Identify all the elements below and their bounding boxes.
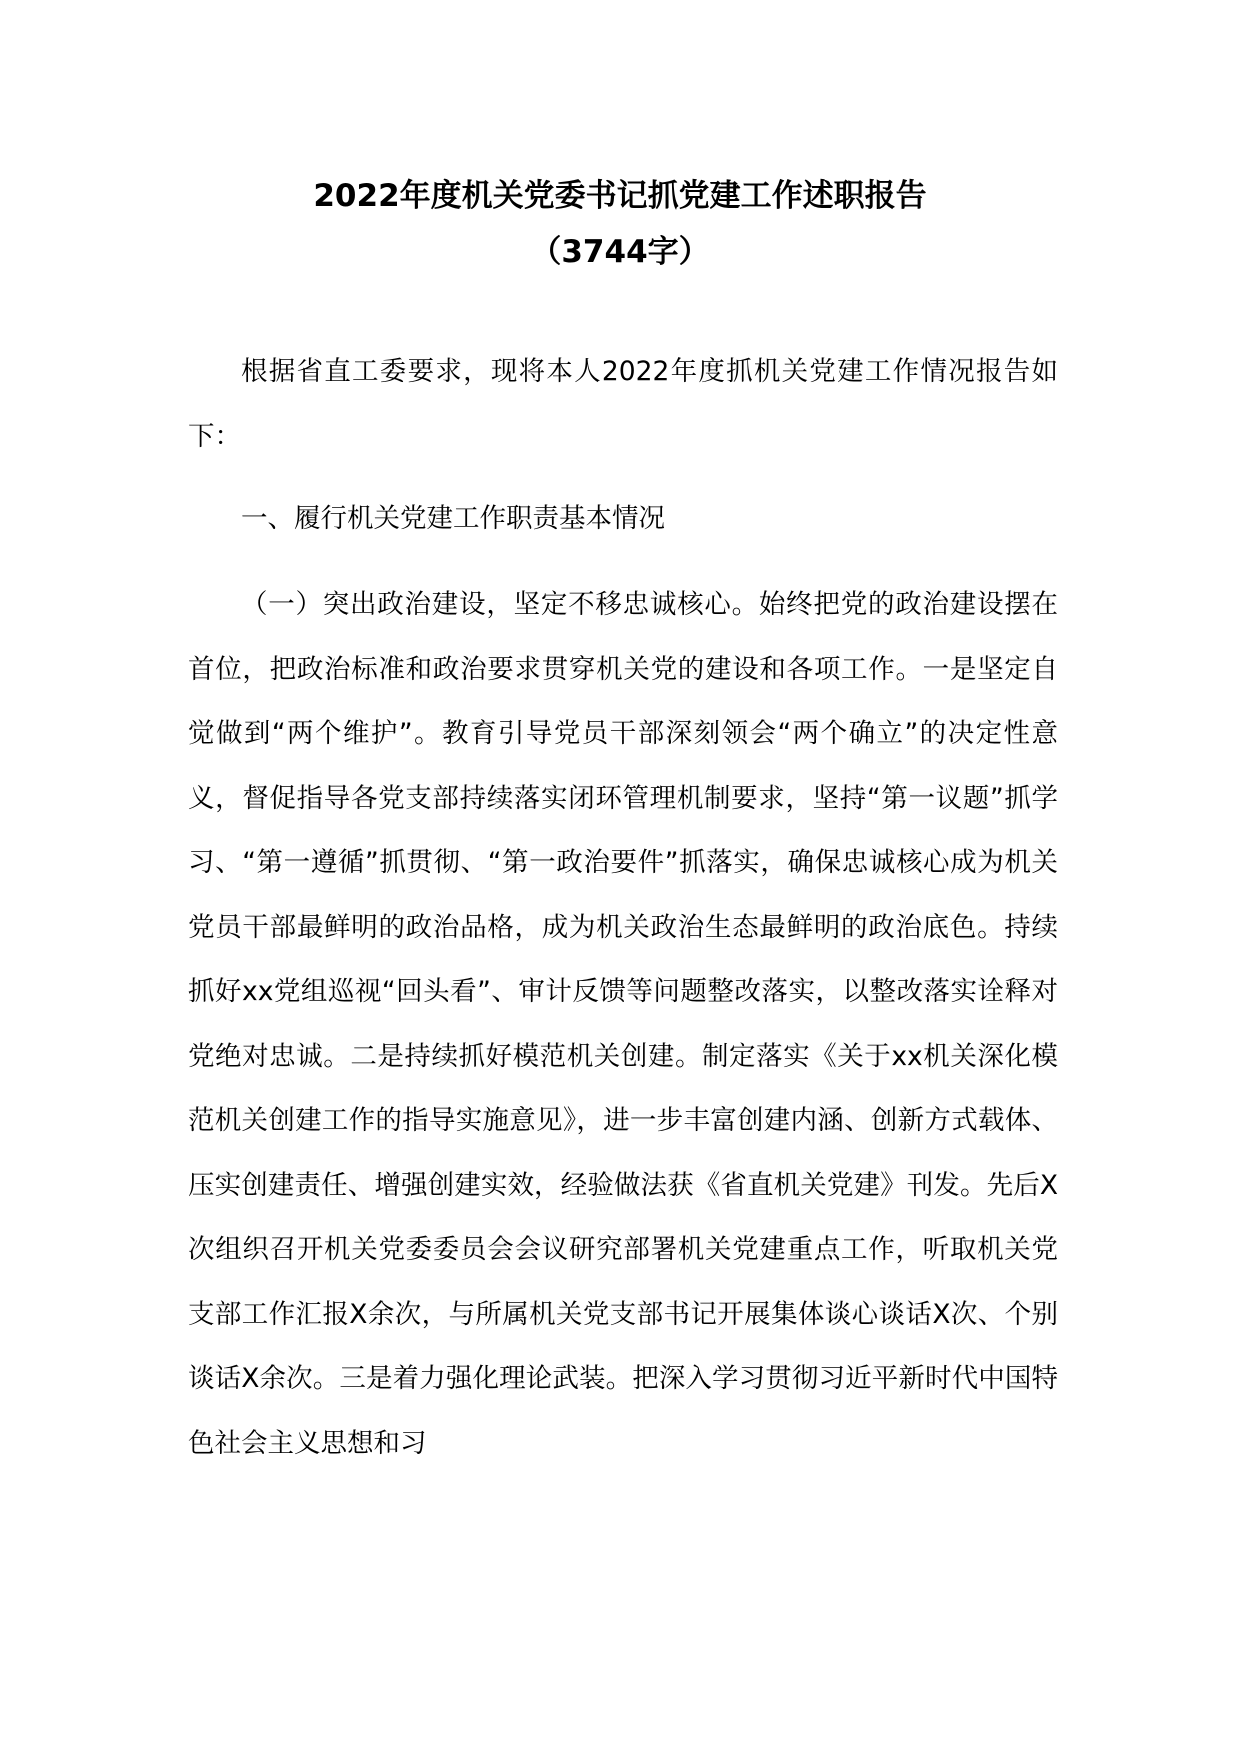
intro-paragraph: 根据省直工委要求，现将本人2022年度抓机关党建工作情况报告如下： (188, 356, 1058, 452)
document-title: 2022年度机关党委书记抓党建工作述职报告 (313, 178, 927, 214)
document-subtitle: （3744字） (530, 234, 710, 270)
body-paragraph: （一）突出政治建设，坚定不移忠诚核心。始终把党的政治建设摆在首位，把政治标准和政治要求贯穿机关党的建设和各项工作。一是坚定自觉做到“两个维护”。教育引导党员干部深刻领会“两个确立”的决定性意义，督促指导各党支部持续落实闭环管理机制要求，坚持“第一议题”抓学习、“第一遵循”抓贯彻、“第一政治要件”抓落实，确保忠诚核心成为机关党员干部最鲜明的政治品格，成为机关政治生态最鲜明的政治底色。持续抓好xx党组巡视“回头看”、审计反馈等问题整改落实，以整改落实诠释对党绝对忠诚。二是持续抓好模范机关创建。制定落实《关于xx机关深化模范机关创建工作的指导实施意见》，进一步丰富创建内涵、创新方式载体、压实创建责任、增强创建实效，经验做法获《省直机关党建》刊发。先后X次组织召开机关党委委员会会议研究部署机关党建重点工作，听取机关党支部工作汇报X余次，与所属机关党支部书记开展集体谈心谈话X次、个别谈话X余次。三是着力强化理论武装。把深入学习贯彻习近平新时代中国特色社会主义思想和习 (188, 589, 1058, 1459)
section-heading: 一、履行机关党建工作职责基本情况 (241, 503, 665, 534)
